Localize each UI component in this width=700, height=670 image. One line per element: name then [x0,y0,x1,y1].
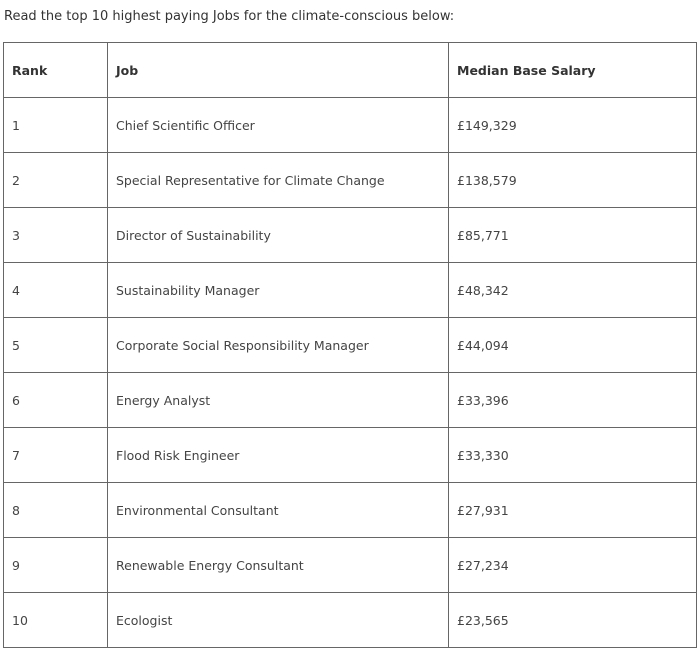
header-job: Job [108,43,449,98]
salary-cell: £27,234 [449,538,697,593]
table-row [4,98,697,153]
rank-cell: 9 [4,538,108,593]
header-rank: Rank [4,43,108,98]
job-cell: Sustainability Manager [108,263,449,318]
table-row [4,208,697,263]
table-row [4,318,697,373]
table-row [4,263,697,318]
table-row [4,428,697,483]
job-cell: Ecologist [108,593,449,648]
table-row [4,153,697,208]
rank-cell: 1 [4,98,108,153]
salary-cell: £44,094 [449,318,697,373]
rank-cell: 3 [4,208,108,263]
table-row [4,373,697,428]
job-cell: Corporate Social Responsibility Manager [108,318,449,373]
salary-table [3,42,697,648]
job-cell: Special Representative for Climate Change [108,153,449,208]
rank-cell: 6 [4,373,108,428]
job-cell: Environmental Consultant [108,483,449,538]
salary-cell: £33,396 [449,373,697,428]
salary-cell: £27,931 [449,483,697,538]
table-row [4,593,697,648]
salary-cell: £33,330 [449,428,697,483]
job-cell: Renewable Energy Consultant [108,538,449,593]
intro-text: Read the top 10 highest paying Jobs for the climate-conscious below: [4,9,455,24]
rank-cell: 7 [4,428,108,483]
salary-cell: £23,565 [449,593,697,648]
table-row [4,538,697,593]
rank-cell: 10 [4,593,108,648]
rank-cell: 5 [4,318,108,373]
job-cell: Flood Risk Engineer [108,428,449,483]
header-salary: Median Base Salary [449,43,697,98]
salary-cell: £138,579 [449,153,697,208]
job-cell: Chief Scientific Officer [108,98,449,153]
rank-cell: 8 [4,483,108,538]
job-cell: Director of Sustainability [108,208,449,263]
rank-cell: 4 [4,263,108,318]
salary-cell: £48,342 [449,263,697,318]
salary-cell: £85,771 [449,208,697,263]
table-row [4,483,697,538]
table-header-row [4,43,697,98]
salary-cell: £149,329 [449,98,697,153]
job-cell: Energy Analyst [108,373,449,428]
rank-cell: 2 [4,153,108,208]
